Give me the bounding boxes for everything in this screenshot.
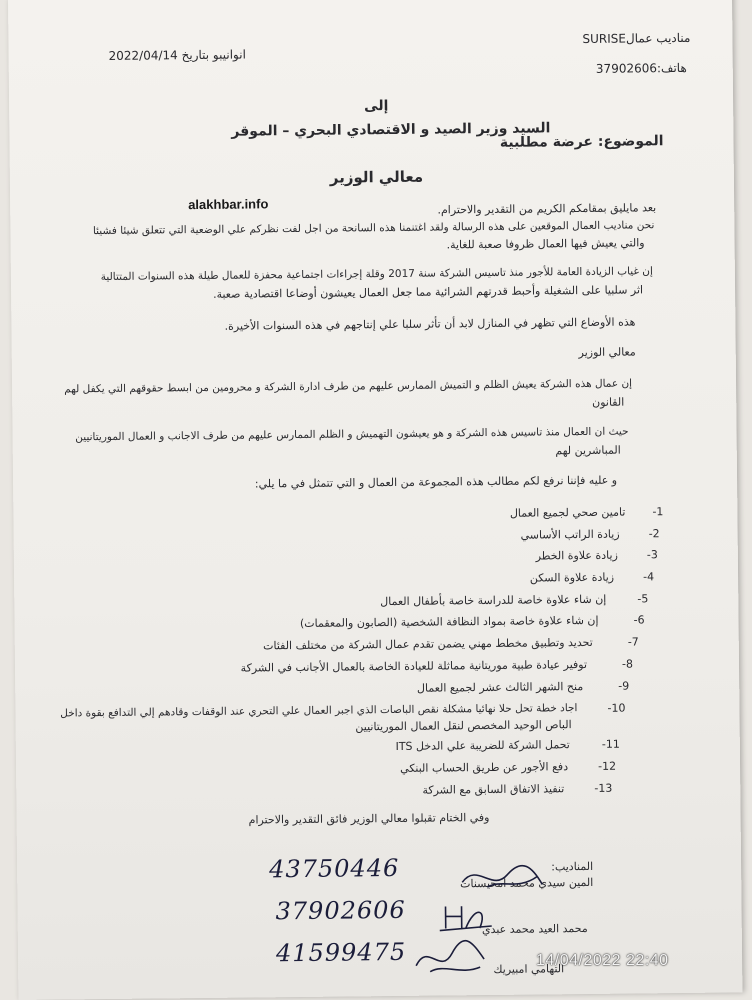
paragraph-6b: القانون [592, 395, 625, 409]
demand-item: منح الشهر الثالث عشر لجميع العمال [416, 680, 584, 695]
demand-item: تحديد وتطبيق مخطط مهني يضمن تقدم عمال الشركة من مختلف الفئات [263, 635, 593, 653]
demand-number: -7 [627, 635, 639, 649]
signatory-name-1: المين سيدي محمد امحيسنات [460, 875, 594, 891]
photo-timestamp: 14/04/2022 22:40 [536, 952, 669, 969]
demand-item: إن شاء علاوة خاصة بمواد النظافة الشخصية (الصابون والمعقمات) [299, 613, 599, 630]
paragraph-4: هذه الأوضاع التي تظهر في المنازل لابد أن تأثر سلبا علي إنتاجهم في هذه السنوات الأخيرة. [224, 315, 636, 333]
sender-line: مناديب عمالSURISE [582, 30, 691, 46]
paragraph-3b: اثر سلبيا على الشغيلة وأحبط قدرتهم الشرائية مما جعل العمال يعيشون أوضاعا اقتصادية صعبة. [212, 283, 644, 301]
demand-number: -9 [618, 679, 630, 693]
demand-number: -1 [652, 505, 664, 519]
demand-item: زيادة الراتب الأساسي [520, 527, 620, 542]
ila-label: إلى [364, 98, 389, 115]
site-watermark: alakhbar.info [188, 196, 269, 213]
paragraph-7b: المباشرين لهم [555, 443, 621, 458]
demand-number: -2 [648, 527, 660, 541]
demand-number: -10 [607, 701, 626, 715]
demand-item: زيادة علاوة السكن [529, 570, 615, 585]
handwritten-phone-2: 37902606 [275, 895, 406, 926]
demand-item: تامين صحي لجميع العمال [509, 505, 626, 520]
demand-number: -5 [637, 592, 649, 606]
demand-number: -4 [643, 570, 655, 584]
demand-number: -11 [601, 737, 620, 751]
handwritten-phone-1: 43750446 [268, 853, 400, 884]
demand-item: دفع الأجور عن طريق الحساب البنكي [400, 760, 569, 775]
demand-item: الباص الوحيد المخصص لنقل العمال الموريتانيين [355, 718, 572, 734]
paragraph-6a: إن عمال هذه الشركة يعيش الظلم و التميش الممارس عليهم من طرف ادارة الشركة و محرومين من ابسط حقوقهم التي يكفل لهم [64, 377, 633, 396]
minister-line: السيد وزير الصيد و الاقتصادي البحري – الموقر [231, 120, 551, 140]
paragraph-8: و عليه فإننا نرفع لكم مطالب هذه المجموعة من العمال و التي تتمثل في ما يلي: [254, 473, 618, 491]
demand-item: تنفيذ الاتفاق السابق مع الشركة [422, 782, 565, 797]
subject-line: الموضوع: عرضة مطلبية [499, 133, 664, 151]
demand-item: اجاد خطة تحل حلا نهائيا مشكلة نقص الباصات الذي اجبر العمال علي التحري عند الوقفات وقادهم إلي التدافع بقوة داخل [60, 702, 578, 720]
demand-number: -12 [598, 759, 617, 773]
paragraph-7a: حيث ان العمال منذ تاسيس هذه الشركة و هو يعيشون التهميش و الظلم الممارس عليهم من طرف الاجانب و العمال الموريتانيين [75, 425, 629, 444]
signatories-title: المناديب: [551, 859, 594, 874]
date-line: انوانيبو بتاريخ 2022/04/14 [108, 47, 246, 63]
phone-line: هاتف:37902606 [595, 60, 687, 76]
demand-item: تحمل الشركة للضريبة علي الدخل ITS [395, 738, 570, 753]
paragraph-5: معالي الوزير [578, 345, 636, 360]
signature-1 [457, 856, 547, 897]
paragraph-2a: نحن مناديب العمال الموقعين على هذه الرسالة ولقد اغتنمنا هذه السانحة من اجل لفت نظركم علي الوضعية التي تتعلق شيئا فشيئا [92, 219, 655, 238]
demand-item: زيادة علاوة الخطر [535, 548, 618, 563]
demand-number: -13 [594, 781, 613, 795]
letter-page [8, 0, 742, 1000]
demand-item: إن شاء علاوة خاصة للدراسة خاصة بأطفال العمال [380, 592, 607, 609]
demand-item: توفير عيادة طبية موريتانية مماثلة للعيادة الخاصة بالعمال الأجانب في الشركة [240, 657, 588, 675]
demand-number: -8 [621, 657, 634, 671]
paragraph-2b: والتي يعيش فيها العمال ظروفا صعبة للغاية. [446, 236, 645, 252]
signatory-name-3: التهامي امبيريك [493, 962, 565, 976]
signature-2 [435, 900, 495, 937]
salutation: معالي الوزير [329, 167, 424, 187]
signature-3 [410, 935, 490, 980]
paragraph-1: بعد مايليق بمقامكم الكريم من التقدير والاحترام. [437, 201, 657, 217]
closing-line: وفي الختام تقبلوا معالي الوزير فائق التقدير والاحترام [248, 811, 490, 827]
handwritten-phone-3: 41599475 [275, 937, 407, 968]
signatory-name-2: محمد العيد محمد عبدي [481, 921, 588, 937]
demand-number: -6 [633, 613, 645, 627]
demand-number: -3 [646, 548, 658, 562]
paragraph-3a: إن غياب الزيادة العامة للأجور منذ تاسيس الشركة سنة 2017 وقلة إجراءات اجتماعية محفزة للعمال طيلة هذه السنوات المتتالية [100, 265, 653, 284]
